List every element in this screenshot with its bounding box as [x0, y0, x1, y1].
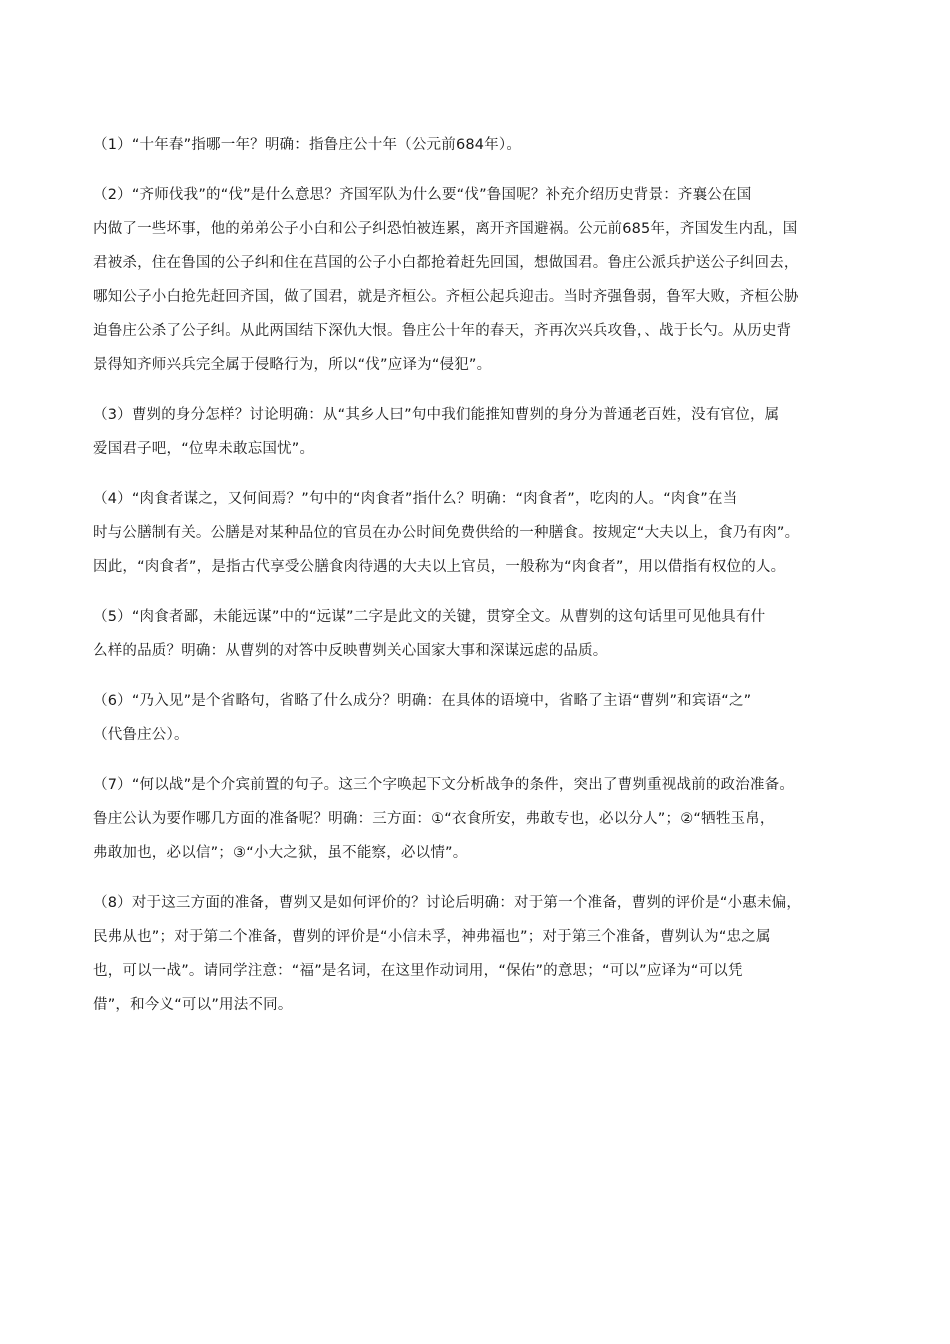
text-line: 鲁庄公认为要作哪几方面的准备呢？明确：三方面：①“衣食所安，弗敢专也，必以分人”；②“牺牲玉帛，: [93, 811, 775, 827]
paragraph-3: [93, 398, 868, 466]
text-line: 也，可以一战”。请同学注意：“福”是名词，在这里作动词用，“保佑”的意思；“可以”应译为“可以凭: [93, 963, 743, 979]
text-line: （6）“乃入见”是个省略句，省略了什么成分？明确：在具体的语境中，省略了主语“曹刿”和宾语“之”: [93, 693, 752, 709]
paragraph-6: [93, 684, 868, 752]
text-line: （4）“肉食者谋之，又何间焉？”句中的“肉食者”指什么？明确：“肉食者”，吃肉的人。“肉食”在当: [93, 491, 738, 507]
text-line: 爱国君子吧，“位卑未敢忘国忧”。: [93, 441, 315, 457]
paragraph-2: [93, 178, 868, 382]
text-line: 民弗从也”；对于第二个准备，曹刿的评价是“小信未孚，神弗福也”；对于第三个准备，曹刿认为“忠之属: [93, 929, 771, 945]
text-line: 君被杀，住在鲁国的公子纠和住在莒国的公子小白都抢着赶先回国，想做国君。鲁庄公派兵护送公子纠回去，: [93, 255, 799, 271]
paragraph-8: [93, 886, 868, 1022]
text-line: （7）“何以战”是个介宾前置的句子。这三个字唤起下文分析战争的条件，突出了曹刿重视战前的政治准备。: [93, 777, 795, 793]
text-line: 因此，“肉食者”，是指古代享受公膳食肉待遇的大夫以上官员，一般称为“肉食者”，用以借指有权位的人。: [93, 559, 786, 575]
text-line: （8）对于这三方面的准备，曹刿又是如何评价的？讨论后明确：对于第一个准备，曹刿的评价是“小惠未偏，: [93, 895, 802, 911]
text-line: 弗敢加也，必以信”；③“小大之狱，虽不能察，必以情”。: [93, 845, 468, 861]
text-line: （1）“十年春”指哪一年？明确：指鲁庄公十年（公元前684年）。: [93, 137, 522, 153]
text-line: （3）曹刿的身分怎样？讨论明确：从“其乡人曰”句中我们能推知曹刿的身分为普通老百姓，没有官位，属: [93, 407, 780, 423]
text-line: 景得知齐师兴兵完全属于侵略行为，所以“伐”应译为“侵犯”。: [93, 357, 492, 373]
paragraph-1: [93, 128, 868, 162]
text-line: （5）“肉食者鄙，未能远谋”中的“远谋”二字是此文的关键，贯穿全文。从曹刿的这句话里可见他具有什: [93, 609, 766, 625]
text-line: 么样的品质？明确：从曹刿的对答中反映曹刿关心国家大事和深谋远虑的品质。: [93, 643, 608, 659]
text-line: 迫鲁庄公杀了公子纠。从此两国结下深仇大恨。鲁庄公十年的春天，齐再次兴兵攻鲁，、战于长勺。从历史背: [93, 323, 792, 339]
text-line: 哪知公子小白抢先赶回齐国，做了国君，就是齐桓公。齐桓公起兵迎击。当时齐强鲁弱，鲁军大败，齐桓公胁: [93, 289, 799, 305]
text-line: 借”，和今义“可以”用法不同。: [93, 997, 293, 1013]
paragraph-7: [93, 768, 868, 870]
text-line: （2）“齐师伐我”的“伐”是什么意思？齐国军队为什么要“伐”鲁国呢？补充介绍历史背景：齐襄公在国: [93, 187, 752, 203]
text-line: 时与公膳制有关。公膳是对某种品位的官员在办公时间免费供给的一种膳食。按规定“大夫以上，食乃有肉”。: [93, 525, 800, 541]
paragraph-5: [93, 600, 868, 668]
text-line: 内做了一些坏事，他的弟弟公子小白和公子纠恐怕被连累，离开齐国避祸。公元前685年，齐国发生内乱，国: [93, 221, 798, 237]
paragraph-4: [93, 482, 868, 584]
text-line: （代鲁庄公）。: [93, 727, 189, 743]
document-body: [93, 128, 868, 1038]
